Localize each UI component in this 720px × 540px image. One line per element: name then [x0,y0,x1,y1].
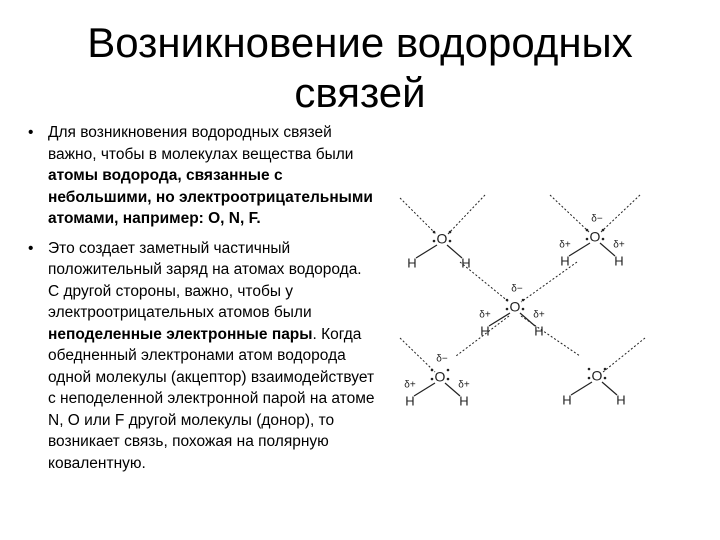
hydrogen-bond-line [601,195,640,232]
water-hydrogen-bond-diagram [390,190,660,420]
partial-positive-charge: δ+ [533,309,545,321]
diagram-bonds [400,195,645,396]
hydrogen-bond-line [448,195,485,234]
bullet-list [28,122,376,474]
partial-negative-charge: δ− [436,353,448,365]
bullet-dot: • [28,124,34,141]
bullet-2-text-plain-2: . Когда обедненный электронами атом водорода одной молекулы (акцептор) взаимодействует с неподеленной электронной парой на атоме N, O или F другой молекулы (донор), то возникает связь, похожая на полярную ковалентную. [48,325,375,472]
o-h-bond [416,245,437,258]
o-h-bond [571,382,592,395]
bullet-2-text-bold: неподеленные электронные пары [48,325,313,343]
lone-pair-dot [604,377,607,380]
partial-negative-charge: δ− [591,213,603,225]
lone-pair-dot [449,231,452,234]
hydrogen-atom: H [459,393,469,409]
lone-pair-dot [522,308,525,311]
hydrogen-atom: H [405,393,415,409]
o-h-bond [569,243,590,256]
lone-pair-dot [433,240,436,243]
oxygen-atom: O [434,368,446,385]
bullet-1-text-bold: атомы водорода, связанные с небольшими, но электроотрицательными атомами, например: О, N, F. [48,167,373,227]
hydrogen-atom: H [560,253,570,269]
lone-pair-dot [447,378,450,381]
o-h-bond [489,313,510,326]
bullet-item-2 [28,238,376,475]
bullet-1-text-plain: Для возникновения водородных связей важно, чтобы в молекулах вещества были [48,124,354,163]
hydrogen-bond-line [400,338,435,372]
oxygen-atom: O [436,230,448,247]
slide-title [40,18,680,118]
lone-pair-dot [447,369,450,372]
lone-pair-dot [506,308,509,311]
lone-pair-dot [588,377,591,380]
hydrogen-bond-line [550,195,589,232]
lone-pair-dot [449,240,452,243]
partial-positive-charge: δ+ [479,309,491,321]
lone-pair-dot [522,299,525,302]
o-h-bond [447,245,462,258]
lone-pair-dot [602,238,605,241]
lone-pair-dot [586,238,589,241]
hydrogen-bond-line [603,338,645,372]
lone-pair-dot [506,299,509,302]
hydrogen-bond-line [400,198,436,234]
oxygen-atom: O [509,298,521,315]
lone-pair-dot [433,231,436,234]
partial-positive-charge: δ+ [613,239,625,251]
partial-positive-charge: δ+ [404,379,416,391]
bullet-2-text-plain-1: Это создает заметный частичный положительный заряд на атомах водорода. С другой стороны, важно, чтобы у электроотрицательных атомов были [48,239,362,321]
bullet-item-1 [28,122,376,230]
lone-pair-dot [604,368,607,371]
bullet-dot: • [28,239,34,257]
hydrogen-atom: H [534,323,544,339]
o-h-bond [602,382,617,395]
hydrogen-atom: H [562,392,572,408]
partial-negative-charge: δ− [511,283,523,295]
diagram-labels [404,214,625,409]
o-h-bond [414,383,435,396]
hydrogen-atom: H [616,392,626,408]
oxygen-atom: O [589,228,601,245]
hydrogen-atom: H [614,253,624,269]
hydrogen-atom: H [480,323,490,339]
hydrogen-atom: H [407,255,417,271]
hydrogen-atom: H [461,255,471,271]
lone-pair-dot [602,229,605,232]
oxygen-atom: O [591,367,603,384]
partial-positive-charge: δ+ [559,239,571,251]
slide-title-line-2: связей [294,69,426,116]
lone-pair-dot [588,368,591,371]
partial-positive-charge: δ+ [458,379,470,391]
lone-pair-dot [431,378,434,381]
lone-pair-dot [586,229,589,232]
lone-pair-dot [431,369,434,372]
slide-title-line-1: Возникновение водородных [87,19,633,66]
